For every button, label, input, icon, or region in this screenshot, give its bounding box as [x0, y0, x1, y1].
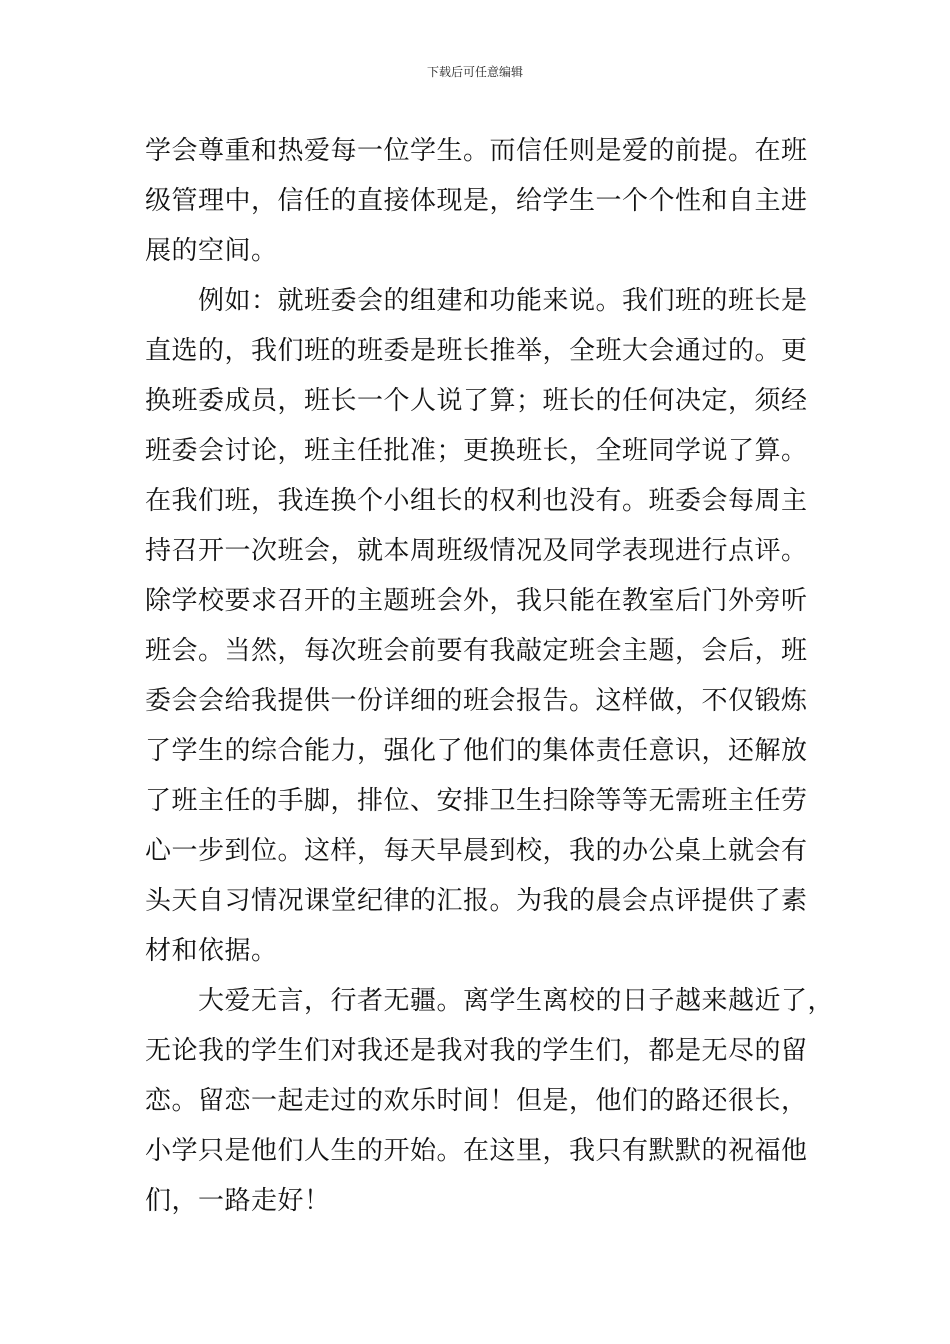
text-line: 班委会讨论，班主任批准；更换班长，全班同学说了算。 — [145, 436, 808, 466]
text-line: 了班主任的手脚，排位、安排卫生扫除等等无需班主任劳 — [145, 786, 808, 816]
text-line: 头天自习情况课堂纪律的汇报。为我的晨会点评提供了素 — [145, 886, 808, 916]
text-line: 小学只是他们人生的开始。在这里，我只有默默的祝福他 — [145, 1136, 808, 1166]
text-line: 了学生的综合能力，强化了他们的集体责任意识，还解放 — [145, 736, 808, 766]
text-line: 大爱无言，行者无疆。离学生离校的日子越来越近了， — [145, 986, 835, 1016]
text-line: 级管理中，信任的直接体现是，给学生一个个性和自主进 — [145, 186, 808, 216]
text-line: 展的空间。 — [145, 236, 278, 266]
text-line: 恋。留恋一起走过的欢乐时间！但是，他们的路还很长， — [145, 1086, 808, 1116]
text-line: 在我们班，我连换个小组长的权利也没有。班委会每周主 — [145, 486, 808, 516]
text-line: 们，一路走好！ — [145, 1186, 331, 1216]
text-line: 班会。当然，每次班会前要有我敲定班会主题，会后，班 — [145, 636, 808, 666]
text-line: 例如：就班委会的组建和功能来说。我们班的班长是 — [145, 286, 808, 316]
page-header: 下载后可任意编辑 — [426, 65, 523, 79]
text-line: 换班委成员，班长一个人说了算；班长的任何决定，须经 — [145, 386, 808, 416]
text-line: 无论我的学生们对我还是我对我的学生们，都是无尽的留 — [145, 1036, 808, 1066]
text-line: 材和依据。 — [145, 936, 278, 966]
text-line: 除学校要求召开的主题班会外，我只能在教室后门外旁听 — [145, 586, 808, 616]
text-line: 学会尊重和热爱每一位学生。而信任则是爱的前提。在班 — [145, 136, 808, 166]
text-line: 持召开一次班会，就本周班级情况及同学表现进行点评。 — [145, 536, 808, 566]
text-line: 直选的，我们班的班委是班长推举，全班大会通过的。更 — [145, 336, 808, 366]
text-line: 心一步到位。这样，每天早晨到校，我的办公桌上就会有 — [145, 836, 808, 866]
text-line: 委会会给我提供一份详细的班会报告。这样做，不仅锻炼 — [145, 686, 808, 716]
document-body — [145, 126, 835, 1226]
